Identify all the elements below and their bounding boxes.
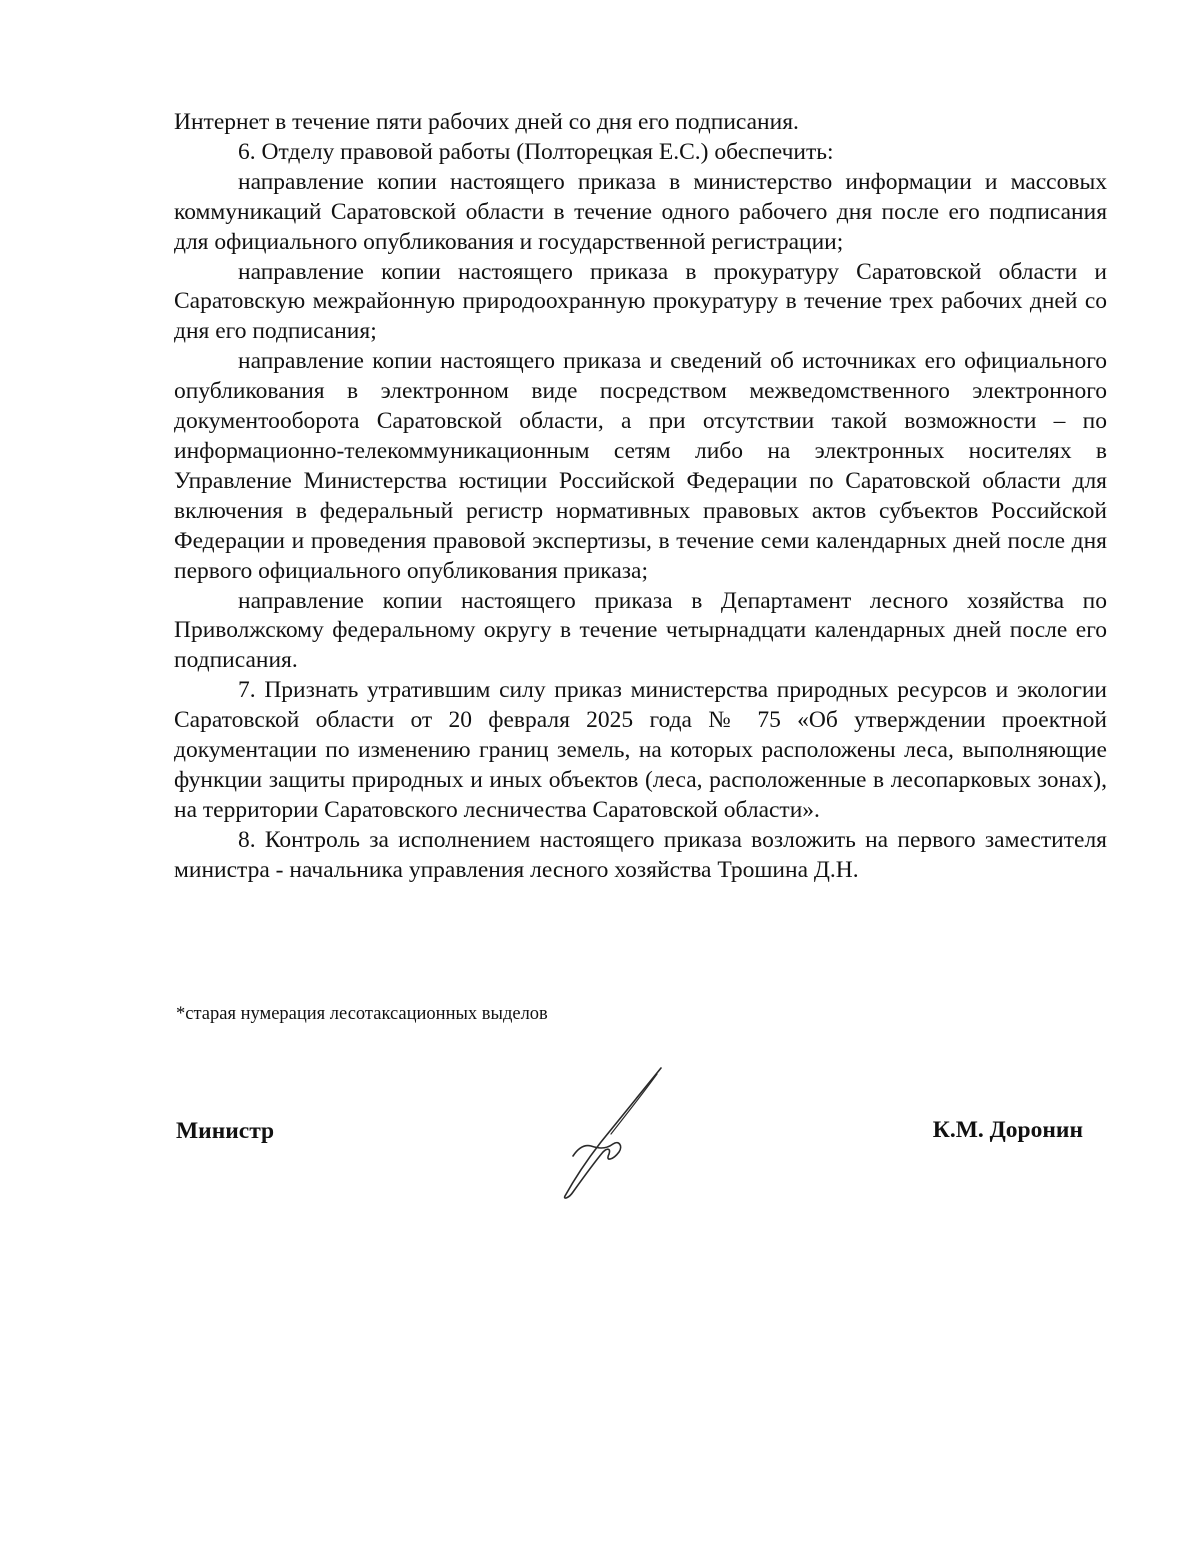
signatory-name: К.М. Доронин xyxy=(932,1117,1083,1143)
paragraph-item-7: 7. Признать утратившим силу приказ министерства природных ресурсов и экологии Саратовской области от 20 февраля 2025 года № 75 «Об утверждении проектной документации по изменению границ земель, на которых расположены леса, выполняющие функции защиты природных и иных объектов (леса, расположенные в лесопарковых зонах), на территории Саратовского лесничества Саратовской области». xyxy=(174,677,1107,823)
paragraph-intro: Интернет в течение пяти рабочих дней со дня его подписания. xyxy=(174,109,799,135)
paragraph-item-6-prosecutor: направление копии настоящего приказа в прокуратуру Саратовской области и Саратовскую межрайонную природоохранную прокуратуру в течение трех рабочих дней со дня его подписания; xyxy=(174,258,1107,345)
footnote: *старая нумерация лесотаксационных выделов xyxy=(176,1004,548,1024)
paragraph-item-6-forestry-department: направление копии настоящего приказа в Департамент лесного хозяйства по Приволжскому федеральному округу в течение четырнадцати календарных дней после его подписания. xyxy=(174,587,1107,674)
paragraph-item-6-ministry-information: направление копии настоящего приказа в министерство информации и массовых коммуникаций Саратовской области в течение одного рабочего дня после его подписания для официального опубликования и государственной регистрации; xyxy=(174,168,1107,255)
signatory-title: Министр xyxy=(176,1118,275,1144)
document-body xyxy=(174,108,1107,886)
paragraph-item-8: 8. Контроль за исполнением настоящего приказа возложить на первого заместителя министра - начальника управления лесного хозяйства Трошина Д.Н. xyxy=(174,826,1107,883)
paragraph-item-6-justice-ministry: направление копии настоящего приказа и сведений об источниках его официального опубликования в электронном виде посредством межведомственного электронного документооборота Саратовской области, а при отсутствии такой возможности – по информационно-телекоммуникационным сетям либо на электронных носителях в Управление Министерства юстиции Российской Федерации по Саратовской области для включения в федеральный регистр нормативных правовых актов субъектов Российской Федерации и проведения правовой экспертизы, в течение семи календарных дней после дня первого официального опубликования приказа; xyxy=(174,348,1107,584)
handwritten-signature xyxy=(553,1060,673,1205)
paragraph-item-6: 6. Отделу правовой работы (Полторецкая Е.С.) обеспечить: xyxy=(238,138,834,165)
